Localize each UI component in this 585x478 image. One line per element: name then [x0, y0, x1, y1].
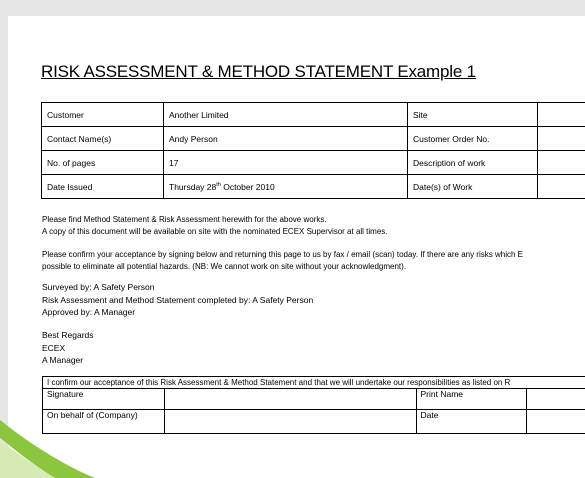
table-row [42, 151, 585, 175]
date-day: Thursday 28 [169, 181, 217, 192]
intro-paragraph [42, 214, 388, 237]
info-label: Date(s) of Work [408, 175, 538, 199]
info-label: No. of pages [42, 151, 164, 175]
intro-line: Please find Method Statement & Risk Assessment herewith for the above works. [42, 215, 327, 224]
print-name-field[interactable] [526, 389, 585, 410]
confirm-request-line: possible to eliminate all potential hazards. (NB: We cannot work on site without your acknowledgment). [42, 261, 407, 271]
table-row [43, 410, 585, 435]
confirm-request-paragraph [42, 249, 523, 272]
info-value [538, 175, 585, 199]
completed-by: Risk Assessment and Method Statement completed by: A Safety Person [42, 294, 314, 305]
info-label: Contact Name(s) [42, 127, 164, 151]
green-swoosh-decoration [0, 358, 120, 478]
approved-by: Approved by: A Manager [42, 307, 136, 317]
info-value [538, 151, 585, 175]
company-field[interactable] [164, 410, 416, 435]
regards: Best Regards [42, 330, 94, 340]
info-label: Site [408, 103, 538, 127]
print-name-label: Print Name [416, 389, 526, 410]
info-value: Andy Person [164, 127, 408, 151]
signature-label: Signature [43, 389, 164, 410]
info-value [538, 127, 585, 151]
date-suffix: th [216, 181, 221, 188]
date-rest: October 2010 [220, 181, 275, 192]
acceptance-header: I confirm our acceptance of this Risk Assessment & Method Statement and that we will undertake our responsibilities as listed on R [43, 377, 585, 389]
date-issued-value [164, 175, 408, 199]
confirm-request-line: Please confirm your acceptance by signing below and returning this page to us by fax / email (scan) today. If there are any risks which E [42, 250, 523, 259]
date-label: Date [416, 410, 526, 435]
company-name: ECEX [42, 342, 66, 353]
signature-table [43, 389, 585, 434]
table-row [42, 103, 585, 127]
table-row [42, 127, 585, 151]
surveyed-by: Surveyed by: A Safety Person [42, 282, 155, 292]
signature-field[interactable] [164, 389, 416, 410]
info-label: Date Issued [42, 175, 164, 199]
on-behalf-label: On behalf of (Company) [43, 410, 164, 435]
signoff-role: A Manager [42, 355, 84, 365]
info-value: 17 [164, 151, 408, 175]
table-row [43, 389, 585, 410]
info-label: Customer [42, 103, 164, 127]
survey-block [42, 281, 313, 319]
document-title: RISK ASSESSMENT & METHOD STATEMENT Example 1 [41, 62, 476, 81]
acceptance-box [42, 376, 585, 434]
intro-line: A copy of this document will be available on site with the nominated ECEX Supervisor at all times. [42, 226, 388, 236]
info-label: Description of work [408, 151, 538, 175]
info-value [538, 103, 585, 127]
date-field[interactable] [526, 410, 585, 435]
table-row [42, 175, 585, 199]
info-value: Another Limited [164, 103, 408, 127]
info-table [41, 102, 585, 199]
info-label: Customer Order No. [408, 127, 538, 151]
